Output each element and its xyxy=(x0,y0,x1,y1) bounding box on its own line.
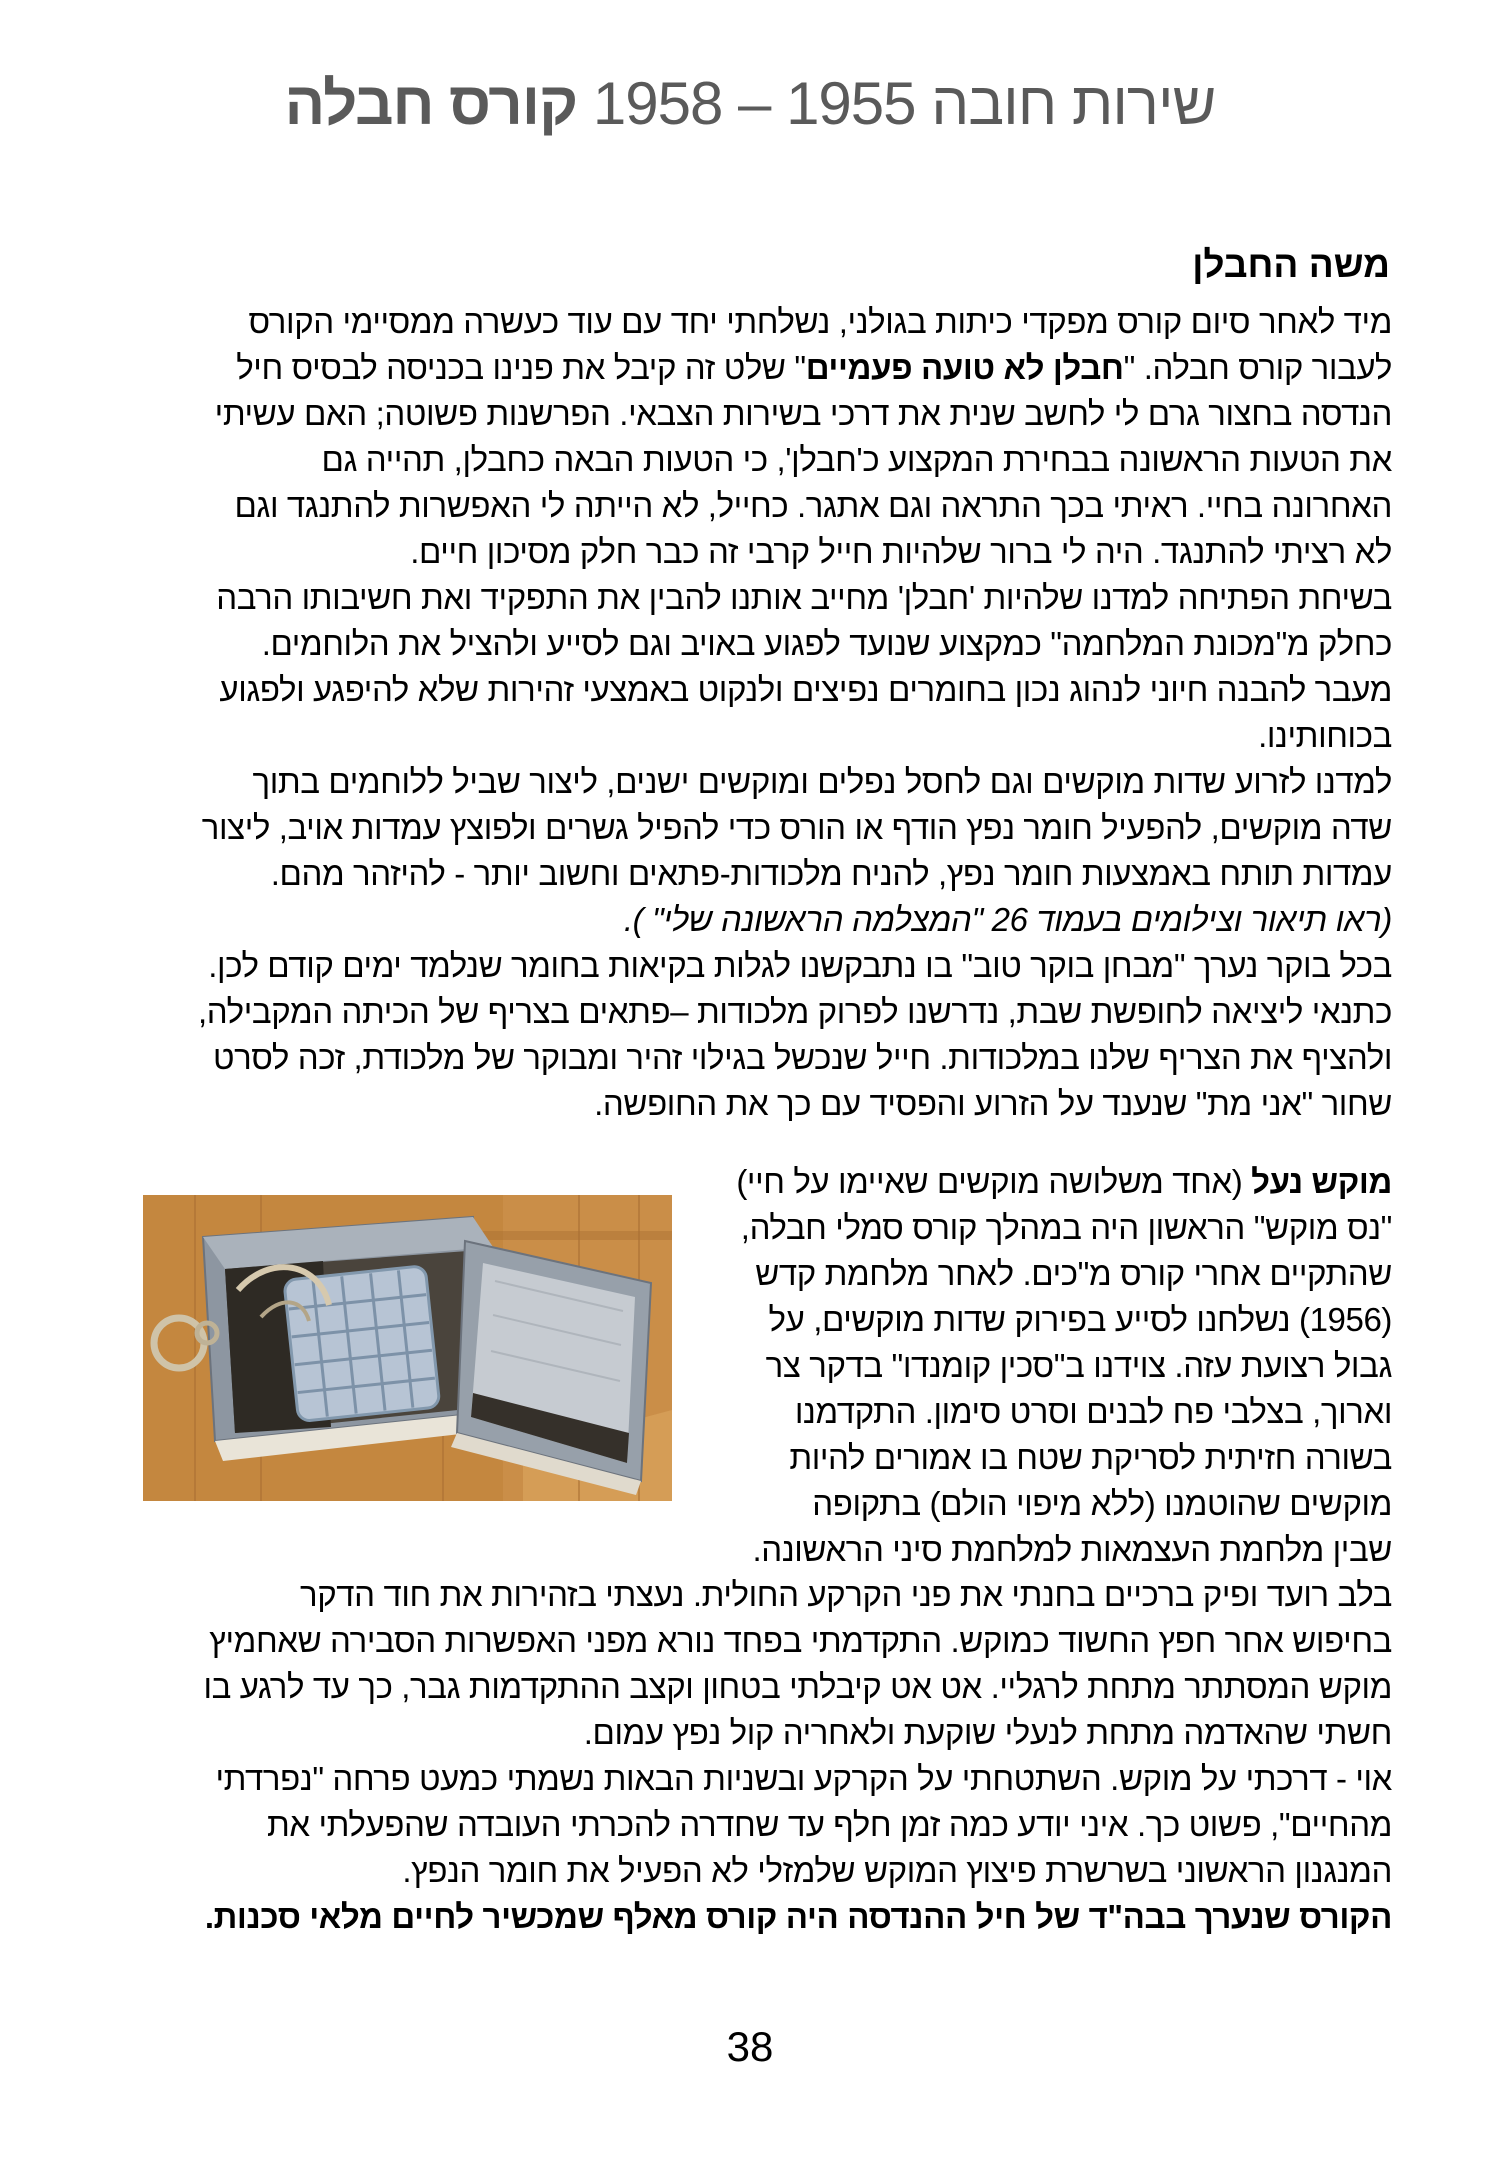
text-segment-bold: חבלן לא טועה פעמיים xyxy=(805,349,1124,386)
text-line: הנדסה בחצור גרם לי לחשב שנית את דרכי בשירות הצבאי. הפרשנות פשוטה; האם עשיתי xyxy=(214,395,1392,432)
text-line: בחיפוש אחר חפץ החשוד כמוקש. התקדמתי בפחד נורא מפני האפשרות הסבירה שאחמיץ xyxy=(209,1622,1392,1659)
text-line: למדנו לזרוע שדות מוקשים וגם לחסל נפלים ומוקשים ישנים, ליצור שביל ללוחמים בתוך xyxy=(252,763,1392,800)
text-line: כחלק מ"מכונת המלחמה" כמקצוע שנועד לפגוע באויב וגם לסייע ולהציל את הלוחמים. xyxy=(261,625,1392,662)
paragraph-6 xyxy=(100,1756,1392,1894)
text-line: המנגנון הראשוני בשרשרת פיצוץ המוקש שלמזלי לא הפעיל את חומר הנפץ. xyxy=(402,1852,1392,1889)
text-line xyxy=(100,345,1392,391)
text-line: בלב רועד ופיק ברכיים בחנתי את פני הקרקע החולית. נעצתי בזהירות את חוד הדקר xyxy=(300,1576,1392,1613)
text-line: בכל בוקר נערך "מבחן בוקר טוב" בו נתבקשנו לגלות בקיאות בחומר שנלמד ימים קודם לכן. xyxy=(208,947,1392,984)
text-line: עמדות תותח באמצעות חומר נפץ, להניח מלכודות-פתאים וחשוב יותר - להיזהר מהם. xyxy=(270,855,1392,892)
text-line: מיד לאחר סיום קורס מפקדי כיתות בגולני, נשלחתי יחד עם עוד כעשרה ממסיימי הקורס xyxy=(248,303,1392,340)
text-segment: " שלט זה קיבל את פנינו בכניסה לבסיס חיל xyxy=(236,349,806,386)
text-line: כתנאי ליציאה לחופשת שבת, נדרשנו לפרוק מלכודות –פתאים בצריף של הכיתה המקבילה, xyxy=(198,993,1392,1030)
mine-section-lead-line xyxy=(100,1159,1392,1205)
paragraph-2 xyxy=(100,575,1392,759)
text-segment: (אחד משלושה מוקשים שאיימו על חיי) xyxy=(736,1163,1252,1200)
text-line: ולהציף את הצריף שלנו במלכודות. חייל שנכשל בגילוי זהיר ומבוקר של מלכודת, זכה לסרט xyxy=(212,1039,1392,1076)
paragraph-5 xyxy=(100,1572,1392,1756)
text-line: האחרונה בחיי. ראיתי בכך התראה וגם אתגר. כחייל, לא הייתה לי האפשרות להתנגד וגם xyxy=(234,487,1392,524)
section-heading: משה החבלן xyxy=(1192,244,1390,285)
page-title-bold: קורס חבלה xyxy=(284,70,578,137)
mine-section-text xyxy=(100,1159,1392,1573)
page-title-regular: שירות חובה 1955 – 1958 xyxy=(577,70,1216,137)
cross-reference-note: (ראו תיאור וצילומים בעמוד 26 "המצלמה הראשונה שלי" ). xyxy=(623,901,1392,938)
text-line: שדה מוקשים, להפעיל חומר נפץ הודף או הורס כדי להפיל גשרים ולפוצץ עמדות אויב, ליצור xyxy=(201,809,1392,846)
text-line: בשורה חזיתית לסריקת שטח בו אמורים להיות xyxy=(789,1439,1392,1476)
page-title xyxy=(0,68,1500,140)
text-line: מעבר להבנה חיוני לנהוג נכון בחומרים נפיצים ולנקוט באמצעי זהירות שלא להיפגע ולפגוע xyxy=(219,671,1392,708)
text-line: מהחיים", פשוט כך. איני יודע כמה זמן חלף עד שחדרה להכרתי העובדה שהפעלתי את xyxy=(266,1806,1392,1843)
text-line: חשתי שהאדמה מתחת לנעלי שוקעת ולאחריה קול נפץ עמום. xyxy=(583,1714,1392,1751)
text-line: (1956) נשלחנו לסייע בפירוק שדות מוקשים, על xyxy=(768,1301,1392,1338)
text-segment: לעבור קורס חבלה. " xyxy=(1123,349,1392,386)
text-line: בכוחותינו. xyxy=(1258,717,1392,754)
text-line: אוי - דרכתי על מוקש. השתטחתי על הקרקע ובשניות הבאות נשמתי כמעט פרחה "נפרדתי xyxy=(215,1760,1392,1797)
text-line: בשיחת הפתיחה למדנו שלהיות 'חבלן' מחייב אותנו להבין את התפקיד ואת חשיבותו הרבה xyxy=(216,579,1392,616)
text-line: "נס מוקש" הראשון היה במהלך קורס סמלי חבלה, xyxy=(740,1209,1392,1246)
lower-body-text-block xyxy=(100,1572,1392,1940)
text-line: לא רציתי להתנגד. היה לי ברור שלהיות חייל קרבי זה כבר חלק מסיכון חיים. xyxy=(410,533,1392,570)
text-line: שהתקיים אחרי קורס מ"כים. לאחר מלחמת קדש xyxy=(755,1255,1392,1292)
text-line: שבין מלחמת העצמאות למלחמת סיני הראשונה. xyxy=(752,1531,1392,1568)
text-line: את הטעות הראשונה בבחירת המקצוע כ'חבלן', כי הטעות הבאה כחבלן, תהייה גם xyxy=(321,441,1392,478)
text-line: וארוך, בצלבי פח לבנים וסרט סימון. התקדמנו xyxy=(794,1393,1392,1430)
text-line: מוקש המסתתר מתחת לרגליי. אט אט קיבלתי בטחון וקצב ההתקדמות גבר, כך עד לרגע בו xyxy=(203,1668,1392,1705)
paragraph-3 xyxy=(100,759,1392,897)
closing-statement: הקורס שנערך בבה"ד של חיל ההנדסה היה קורס מאלף שמכשיר לחיים מלאי סכנות. xyxy=(204,1898,1392,1935)
body-text-block xyxy=(100,299,1392,1127)
paragraph-4 xyxy=(100,943,1392,1127)
text-line: גבול רצועת עזה. צוידנו ב"סכין קומנדו" בדקר צר xyxy=(765,1347,1392,1384)
text-line: מוקשים שהוטמנו (ללא מיפוי הולם) בתקופה xyxy=(812,1485,1392,1522)
paragraph-1-rest xyxy=(100,391,1392,575)
mine-section-title: מוקש נעל xyxy=(1251,1163,1392,1200)
page-number: 38 xyxy=(726,2023,774,2070)
text-line: שחור "אני מת" שנענד על הזרוע והפסיד עם כך את החופשה. xyxy=(594,1085,1392,1122)
mine-section-lines xyxy=(100,1205,1392,1573)
